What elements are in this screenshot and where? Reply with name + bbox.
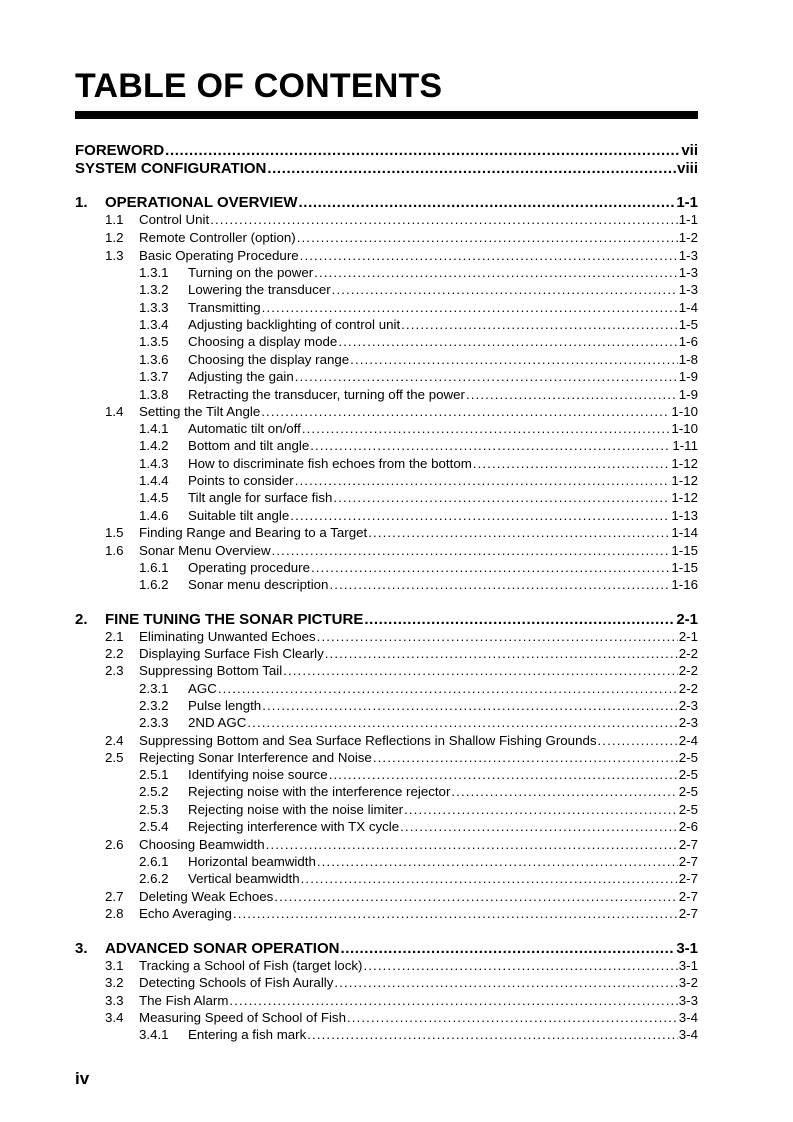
toc-entry-page: 2-1 <box>678 629 698 644</box>
toc-entry-page: 1-5 <box>678 317 698 332</box>
toc-entry[interactable] <box>75 264 698 281</box>
toc-entry-title: Lowering the transducer <box>188 282 331 297</box>
page-title: TABLE OF CONTENTS <box>75 67 443 105</box>
toc-entry-title: Suppressing Bottom Tail <box>139 663 283 678</box>
dot-leader <box>266 836 678 853</box>
toc-entry[interactable] <box>75 193 698 212</box>
toc-entry-title: Setting the Tilt Angle <box>139 404 261 419</box>
toc-entry[interactable] <box>75 974 698 991</box>
toc-entry-title: Finding Range and Bearing to a Target <box>139 525 368 540</box>
dot-leader <box>400 818 678 835</box>
toc-entry-page: 2-5 <box>678 784 698 799</box>
toc-entry[interactable] <box>75 732 698 749</box>
dot-leader <box>364 610 675 629</box>
toc-entry[interactable] <box>75 299 698 316</box>
toc-entry[interactable] <box>75 662 698 679</box>
toc-entry[interactable] <box>75 351 698 368</box>
dot-leader <box>340 939 675 958</box>
toc-entry-title: Turning on the power <box>188 265 314 280</box>
toc-entry-number: 2.5.4 <box>139 819 169 834</box>
toc-entry-number: 2.3.3 <box>139 715 169 730</box>
toc-entry-number: 2.5.1 <box>139 767 169 782</box>
dot-leader <box>210 211 678 228</box>
dot-leader <box>598 732 678 749</box>
toc-entry-title: Deleting Weak Echoes <box>139 889 274 904</box>
toc-entry-page: 2-7 <box>678 837 698 852</box>
toc-entry-page: 1-1 <box>678 212 698 227</box>
dot-leader <box>310 437 671 454</box>
toc-entry[interactable] <box>75 159 698 178</box>
dot-leader <box>329 766 678 783</box>
toc-entry-page: viii <box>677 160 698 177</box>
toc-entry-title: Adjusting backlighting of control unit <box>188 317 401 332</box>
toc-entry-page: 2-7 <box>678 889 698 904</box>
dot-leader <box>404 801 678 818</box>
toc-entry-page: 2-2 <box>678 681 698 696</box>
toc-entry-title: Tracking a School of Fish (target lock) <box>139 958 363 973</box>
toc-entry-page: 3-2 <box>678 975 698 990</box>
toc-entry-title: Automatic tilt on/off <box>188 421 301 436</box>
toc-entry-title: ADVANCED SONAR OPERATION <box>105 940 340 957</box>
toc-entry-title: Points to consider <box>188 473 294 488</box>
toc-entry-number: 1.3.3 <box>139 300 169 315</box>
toc-entry-page: 3-1 <box>676 940 698 957</box>
toc-entry-page: 2-7 <box>678 854 698 869</box>
page-number: iv <box>75 1069 90 1088</box>
dot-leader <box>290 507 670 524</box>
dot-leader <box>295 472 671 489</box>
dot-leader <box>373 749 678 766</box>
toc-entry-title: FOREWORD <box>75 142 165 159</box>
toc-entry[interactable] <box>75 645 698 662</box>
toc-entry[interactable] <box>75 489 698 506</box>
toc-entry[interactable] <box>75 455 698 472</box>
dot-leader <box>302 420 671 437</box>
toc-entry[interactable] <box>75 333 698 350</box>
toc-entry[interactable] <box>75 628 698 645</box>
toc-entry-title: Basic Operating Procedure <box>139 248 299 263</box>
toc-entry-page: 2-5 <box>678 750 698 765</box>
toc-entry-page: 1-12 <box>671 473 698 488</box>
dot-leader <box>218 680 678 697</box>
toc-entry-title: Detecting Schools of Fish Aurally <box>139 975 334 990</box>
toc-entry[interactable] <box>75 368 698 385</box>
dot-leader <box>329 576 670 593</box>
toc-entry-page: 1-9 <box>678 369 698 384</box>
toc-entry-page: 1-3 <box>678 265 698 280</box>
dot-leader <box>325 645 678 662</box>
dot-leader <box>350 351 678 368</box>
toc-entry-page: 3-3 <box>678 993 698 1008</box>
toc-entry[interactable] <box>75 403 698 420</box>
toc-entry-number: 3.4.1 <box>139 1027 169 1042</box>
dot-leader <box>247 714 677 731</box>
toc-entry-number: 1.3.5 <box>139 334 169 349</box>
dot-leader <box>451 783 677 800</box>
toc-entry-number: 1.4.4 <box>139 473 169 488</box>
toc-entry-number: 1.6 <box>105 543 124 558</box>
toc-entry-number: 1.1 <box>105 212 124 227</box>
toc-entry[interactable] <box>75 386 698 403</box>
toc-entry[interactable] <box>75 437 698 454</box>
toc-entry[interactable] <box>75 957 698 974</box>
dot-leader <box>274 888 678 905</box>
dot-leader <box>262 299 678 316</box>
toc-entry-page: 2-3 <box>678 698 698 713</box>
toc-entry-number: 2.7 <box>105 889 124 904</box>
toc-entry[interactable] <box>75 714 698 731</box>
toc-entry-page: 1-12 <box>671 456 698 471</box>
toc-entry-page: 1-15 <box>671 543 698 558</box>
toc-entry-number: 1.3.6 <box>139 352 169 367</box>
toc-entry-title: Identifying noise source <box>188 767 328 782</box>
toc-entry-title: Entering a fish mark <box>188 1027 307 1042</box>
toc-entry-title: Choosing Beamwidth <box>139 837 265 852</box>
dot-leader <box>307 1026 678 1043</box>
toc-entry-title: Sonar Menu Overview <box>139 543 271 558</box>
toc-entry-number: 1.6.2 <box>139 577 169 592</box>
dot-leader <box>317 853 678 870</box>
toc-entry-page: 1-3 <box>678 248 698 263</box>
dot-leader <box>267 159 676 178</box>
dot-leader <box>333 489 670 506</box>
toc-entry-number: 2. <box>75 611 88 628</box>
dot-leader <box>314 264 678 281</box>
toc-entry-title: Rejecting noise with the noise limiter <box>188 802 404 817</box>
toc-entry[interactable] <box>75 836 698 853</box>
toc-entry[interactable] <box>75 870 698 887</box>
toc-entry[interactable] <box>75 507 698 524</box>
toc-entry[interactable] <box>75 680 698 697</box>
dot-leader <box>262 697 678 714</box>
toc-entry[interactable] <box>75 576 698 593</box>
toc-entry-page: 1-3 <box>678 282 698 297</box>
toc-entry[interactable] <box>75 420 698 437</box>
toc-entry-page: 1-16 <box>671 577 698 592</box>
toc-entry-number: 2.3.2 <box>139 698 169 713</box>
toc-entry-page: 1-4 <box>678 300 698 315</box>
toc-entry-number: 3.4 <box>105 1010 124 1025</box>
toc-entry[interactable] <box>75 559 698 576</box>
toc-entry-number: 1.3.4 <box>139 317 169 332</box>
toc-entry-number: 1.6.1 <box>139 560 169 575</box>
toc-entry-number: 2.4 <box>105 733 124 748</box>
toc-entry-number: 2.6 <box>105 837 124 852</box>
toc-entry-title: Rejecting Sonar Interference and Noise <box>139 750 372 765</box>
toc-entry-title: Tilt angle for surface fish <box>188 490 333 505</box>
toc-entry-page: 2-5 <box>678 802 698 817</box>
toc-entry-number: 2.1 <box>105 629 124 644</box>
toc-entry[interactable] <box>75 818 698 835</box>
toc-entry[interactable] <box>75 749 698 766</box>
toc-entry[interactable] <box>75 888 698 905</box>
dot-leader <box>261 403 670 420</box>
toc-entry-title: OPERATIONAL OVERVIEW <box>105 194 298 211</box>
toc-entry-number: 3.2 <box>105 975 124 990</box>
toc-entry-page: 2-2 <box>678 646 698 661</box>
dot-leader <box>301 870 678 887</box>
toc-entry-title: How to discriminate fish echoes from the bottom <box>188 456 472 471</box>
toc-entry-page: vii <box>681 142 698 159</box>
toc-entry[interactable] <box>75 610 698 629</box>
toc-entry-page: 2-6 <box>678 819 698 834</box>
toc-entry-number: 1.3.8 <box>139 387 169 402</box>
toc-entry[interactable] <box>75 247 698 264</box>
toc-entry-title: Operating procedure <box>188 560 310 575</box>
toc-entry-title: Echo Averaging <box>139 906 232 921</box>
toc-entry-number: 1.4.2 <box>139 438 169 453</box>
toc-entry-title: The Fish Alarm <box>139 993 229 1008</box>
toc-entry-number: 2.3.1 <box>139 681 169 696</box>
dot-leader <box>363 957 677 974</box>
toc-entry[interactable] <box>75 939 698 958</box>
toc-entry-title: Sonar menu description <box>188 577 329 592</box>
toc-entry-title: Rejecting interference with TX cycle <box>188 819 400 834</box>
toc-entry[interactable] <box>75 141 698 160</box>
toc-entry-page: 1-9 <box>678 387 698 402</box>
toc-entry-page: 2-2 <box>678 663 698 678</box>
toc-entry-number: 2.2 <box>105 646 124 661</box>
toc-entry-number: 3.1 <box>105 958 124 973</box>
toc-entry[interactable] <box>75 316 698 333</box>
toc-entry-page: 1-10 <box>671 421 698 436</box>
toc-entry-title: Pulse length <box>188 698 262 713</box>
toc-entry-number: 3.3 <box>105 993 124 1008</box>
toc-entry-title: Adjusting the gain <box>188 369 294 384</box>
toc-entry-number: 1.4.1 <box>139 421 169 436</box>
toc-entry-number: 1.5 <box>105 525 124 540</box>
toc-entry-title: Displaying Surface Fish Clearly <box>139 646 324 661</box>
dot-leader <box>466 386 678 403</box>
toc-entry-number: 1.3.7 <box>139 369 169 384</box>
toc-entry-title: Rejecting noise with the interference rejector <box>188 784 451 799</box>
toc-entry-page: 3-4 <box>678 1027 698 1042</box>
toc-entry-page: 1-10 <box>671 404 698 419</box>
toc-entry-page: 1-14 <box>671 525 698 540</box>
dot-leader <box>229 992 677 1009</box>
dot-leader <box>311 559 670 576</box>
toc-entry-page: 2-1 <box>676 611 698 628</box>
dot-leader <box>233 905 678 922</box>
toc-entry-page: 1-15 <box>671 560 698 575</box>
toc-entry-page: 1-6 <box>678 334 698 349</box>
toc-entry[interactable] <box>75 766 698 783</box>
toc-entry[interactable] <box>75 524 698 541</box>
toc-entry-page: 3-1 <box>678 958 698 973</box>
toc-entry-number: 1.4.5 <box>139 490 169 505</box>
toc-entry-number: 1.4.3 <box>139 456 169 471</box>
toc-entry[interactable] <box>75 211 698 228</box>
toc-entry-title: FINE TUNING THE SONAR PICTURE <box>105 611 364 628</box>
dot-leader <box>332 281 678 298</box>
toc-entry-number: 2.5.2 <box>139 784 169 799</box>
dot-leader <box>368 524 670 541</box>
toc-entry-title: Choosing the display range <box>188 352 350 367</box>
toc-entry-title: Control Unit <box>139 212 210 227</box>
toc-entry-title: Suitable tilt angle <box>188 508 290 523</box>
toc-entry[interactable] <box>75 281 698 298</box>
dot-leader <box>165 141 680 160</box>
toc-entry-page: 3-4 <box>678 1010 698 1025</box>
toc-entry[interactable] <box>75 801 698 818</box>
toc-entry-title: Remote Controller (option) <box>139 230 296 245</box>
toc-entry-title: Suppressing Bottom and Sea Surface Reflections in Shallow Fishing Grounds <box>139 733 597 748</box>
toc-entry-page: 1-8 <box>678 352 698 367</box>
toc-entry-number: 1.3.1 <box>139 265 169 280</box>
toc-entry-title: Horizontal beamwidth <box>188 854 316 869</box>
dot-leader <box>295 368 678 385</box>
toc-entry-number: 1.4.6 <box>139 508 169 523</box>
toc-entry-number: 2.3 <box>105 663 124 678</box>
toc-entry-title: Choosing a display mode <box>188 334 338 349</box>
dot-leader <box>297 229 678 246</box>
toc-entry-number: 2.8 <box>105 906 124 921</box>
toc-entry-number: 1.4 <box>105 404 124 419</box>
toc-entry[interactable] <box>75 905 698 922</box>
toc-entry-number: 2.5 <box>105 750 124 765</box>
dot-leader <box>300 247 678 264</box>
dot-leader <box>272 542 671 559</box>
toc-entry[interactable] <box>75 229 698 246</box>
toc-entry-page: 2-7 <box>678 906 698 921</box>
toc-entry-number: 2.6.2 <box>139 871 169 886</box>
toc-entry-title: Transmitting <box>188 300 261 315</box>
dot-leader <box>473 455 671 472</box>
toc-entry-number: 1.3.2 <box>139 282 169 297</box>
toc-entry-title: Vertical beamwidth <box>188 871 300 886</box>
toc-entry-number: 3. <box>75 940 88 957</box>
toc-entry-title: Eliminating Unwanted Echoes <box>139 629 316 644</box>
toc-entry-page: 2-5 <box>678 767 698 782</box>
toc-entry-title: 2ND AGC <box>188 715 247 730</box>
dot-leader <box>317 628 678 645</box>
toc-entry-title: Measuring Speed of School of Fish <box>139 1010 346 1025</box>
toc-entry-title: Retracting the transducer, turning off the power <box>188 387 465 402</box>
toc-entry-number: 2.5.3 <box>139 802 169 817</box>
toc-entry[interactable] <box>75 853 698 870</box>
toc-entry-page: 2-4 <box>678 733 698 748</box>
toc-entry-page: 1-13 <box>671 508 698 523</box>
toc-entry[interactable] <box>75 1026 698 1043</box>
toc-entry-number: 2.6.1 <box>139 854 169 869</box>
toc-entry-title: AGC <box>188 681 217 696</box>
toc-entry-title: SYSTEM CONFIGURATION <box>75 160 267 177</box>
toc-entry[interactable] <box>75 472 698 489</box>
toc-entry-page: 1-11 <box>672 438 698 453</box>
toc-entry-number: 1.2 <box>105 230 124 245</box>
toc-entry[interactable] <box>75 697 698 714</box>
toc-entry-title: Bottom and tilt angle <box>188 438 310 453</box>
toc-entry-page: 1-2 <box>678 230 698 245</box>
toc-entry-page: 2-7 <box>678 871 698 886</box>
dot-leader <box>338 333 677 350</box>
dot-leader <box>334 974 677 991</box>
toc-entry[interactable] <box>75 992 698 1009</box>
dot-leader <box>347 1009 678 1026</box>
dot-leader <box>283 662 678 679</box>
toc-entry-page: 2-3 <box>678 715 698 730</box>
toc-entry[interactable] <box>75 542 698 559</box>
toc-entry-number: 1. <box>75 194 88 211</box>
toc-entry-number: 1.3 <box>105 248 124 263</box>
toc-entry[interactable] <box>75 783 698 800</box>
toc-entry-page: 1-12 <box>671 490 698 505</box>
toc-entry[interactable] <box>75 1009 698 1026</box>
toc-entry-page: 1-1 <box>676 194 698 211</box>
dot-leader <box>299 193 676 212</box>
dot-leader <box>401 316 678 333</box>
